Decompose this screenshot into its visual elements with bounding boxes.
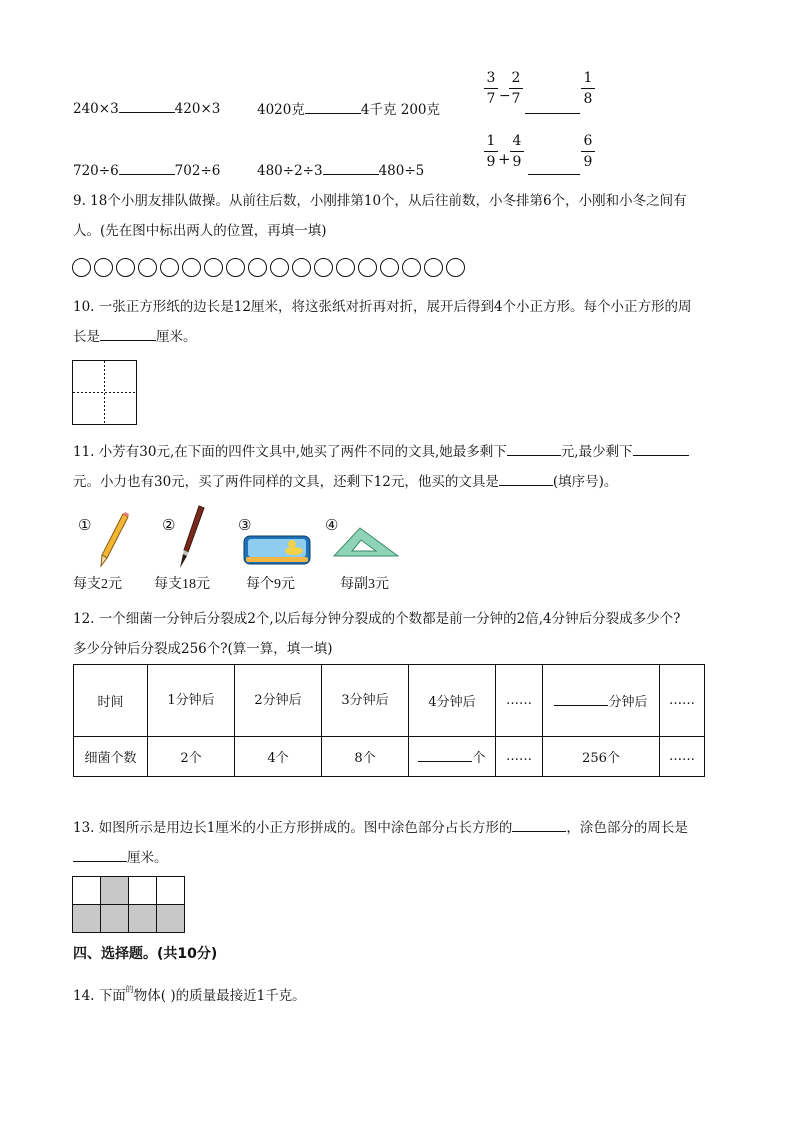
table-cell: 1分钟后 bbox=[148, 665, 235, 737]
denominator: 7 bbox=[511, 91, 521, 107]
table-cell: 时间 bbox=[74, 665, 148, 737]
compare-row-1 bbox=[73, 98, 220, 117]
q11-line2-post: (填序号)。 bbox=[552, 474, 618, 490]
bacteria-table bbox=[73, 664, 705, 777]
q11-line1-pre: 11. 小芳有30元,在下面的四件文具中,她买了两件不同的文具,她最多剩下 bbox=[73, 444, 507, 460]
child-circle[interactable] bbox=[72, 258, 91, 277]
child-circle[interactable] bbox=[336, 258, 355, 277]
table-cell: 4分钟后 bbox=[409, 665, 496, 737]
table-row bbox=[74, 737, 705, 777]
q13-pre: 13. 如图所示是用边长1厘米的小正方形拼成的。图中涂色部分占长方形的 bbox=[73, 820, 513, 836]
numerator: 4 bbox=[512, 133, 522, 149]
q14-post: 物体( )的质量最接近1千克。 bbox=[133, 988, 306, 1004]
answer-blank[interactable] bbox=[528, 160, 580, 175]
answer-blank[interactable] bbox=[119, 160, 175, 175]
child-circle[interactable] bbox=[314, 258, 333, 277]
child-circle[interactable] bbox=[226, 258, 245, 277]
item-number: ① bbox=[78, 516, 92, 534]
compare-row-2 bbox=[73, 160, 220, 179]
table-cell: …… bbox=[496, 665, 543, 737]
table-cell: 3分钟后 bbox=[322, 665, 409, 737]
brush-icon bbox=[175, 504, 207, 570]
shaded-grid-figure bbox=[72, 876, 186, 934]
q9-line-2: 人。(先在图中标出两人的位置，再填一填) bbox=[73, 223, 327, 239]
q13-post: ，涂色部分的周长是 bbox=[566, 820, 688, 836]
answer-blank[interactable] bbox=[507, 441, 561, 456]
denominator: 9 bbox=[512, 154, 522, 170]
table-cell: 2个 bbox=[148, 737, 235, 777]
fraction bbox=[484, 133, 498, 170]
numerator: 1 bbox=[486, 133, 496, 149]
pencil-case-icon bbox=[242, 530, 312, 568]
child-circle[interactable] bbox=[292, 258, 311, 277]
question-9 bbox=[73, 186, 728, 246]
item-price: 每支18元 bbox=[154, 577, 210, 592]
child-circle[interactable] bbox=[204, 258, 223, 277]
fraction bbox=[581, 133, 595, 170]
table-cell: 8个 bbox=[322, 737, 409, 777]
fraction bbox=[581, 70, 595, 107]
count-suffix: 个 bbox=[472, 751, 486, 766]
answer-blank[interactable] bbox=[305, 99, 361, 114]
child-circle[interactable] bbox=[248, 258, 267, 277]
child-circle[interactable] bbox=[358, 258, 377, 277]
operator: − bbox=[499, 88, 511, 104]
q11-line1-mid: 元,最少剩下 bbox=[560, 444, 633, 460]
fraction bbox=[510, 133, 524, 170]
child-circle[interactable] bbox=[270, 258, 289, 277]
table-cell: …… bbox=[496, 737, 543, 777]
numerator: 3 bbox=[486, 70, 496, 86]
denominator: 9 bbox=[486, 154, 496, 170]
question-12 bbox=[73, 604, 728, 664]
answer-blank[interactable] bbox=[499, 471, 553, 486]
child-circle[interactable] bbox=[116, 258, 135, 277]
q11-line-1 bbox=[73, 437, 728, 467]
table-cell: 4个 bbox=[235, 737, 322, 777]
compare-left-1: 240×3 bbox=[73, 101, 119, 117]
compare-right-1: 420×3 bbox=[174, 101, 221, 117]
numerator: 6 bbox=[583, 133, 593, 149]
table-cell: 2分钟后 bbox=[235, 665, 322, 737]
child-circle[interactable] bbox=[94, 258, 113, 277]
item-price: 每支2元 bbox=[73, 577, 122, 592]
child-circle[interactable] bbox=[402, 258, 421, 277]
q10-line-2 bbox=[73, 322, 728, 352]
pencil-icon bbox=[95, 512, 131, 568]
q10-line-1: 10. 一张正方形纸的边长是12厘米，将这张纸对折再对折，展开后得到4个小正方形。每个小正方形的周 bbox=[73, 299, 692, 315]
question-11 bbox=[73, 437, 728, 497]
child-circle[interactable] bbox=[380, 258, 399, 277]
fraction bbox=[484, 70, 498, 107]
item-price: 每个9元 bbox=[246, 577, 295, 592]
minutes-suffix: 分钟后 bbox=[608, 695, 648, 710]
q13-suffix: 厘米。 bbox=[127, 850, 168, 866]
child-circle[interactable] bbox=[446, 258, 465, 277]
q11-line2-pre: 元。小力也有30元，买了两件同样的文具，还剩下12元，他买的文具是 bbox=[73, 474, 499, 490]
item-number: ② bbox=[162, 516, 176, 534]
q11-line-2 bbox=[73, 467, 728, 497]
answer-blank[interactable] bbox=[512, 817, 566, 832]
compare-right-2: 4千克 200克 bbox=[360, 102, 441, 118]
compare-right-4: 480÷5 bbox=[378, 163, 425, 179]
table-cell: …… bbox=[660, 665, 705, 737]
operator: + bbox=[498, 150, 511, 168]
item-price: 每副3元 bbox=[340, 577, 389, 592]
child-circle[interactable] bbox=[182, 258, 201, 277]
table-cell: 细菌个数 bbox=[74, 737, 148, 777]
answer-blank[interactable] bbox=[100, 326, 156, 341]
fraction bbox=[509, 70, 523, 107]
numerator: 2 bbox=[511, 70, 521, 86]
q14-pre: 14. 下面 bbox=[73, 988, 126, 1004]
question-14 bbox=[73, 984, 306, 1004]
answer-blank[interactable] bbox=[119, 98, 175, 113]
denominator: 7 bbox=[486, 91, 496, 107]
table-header-row bbox=[74, 665, 705, 737]
table-cell bbox=[409, 737, 496, 777]
compare-right-3: 702÷6 bbox=[174, 163, 221, 179]
compare-left-3: 720÷6 bbox=[73, 163, 119, 179]
q10-suffix: 厘米。 bbox=[156, 329, 197, 345]
item-number: ④ bbox=[325, 516, 339, 534]
child-circle[interactable] bbox=[160, 258, 179, 277]
q10-prefix: 长是 bbox=[73, 329, 100, 345]
q14-small: 的 bbox=[125, 985, 134, 994]
compare-row-1b bbox=[257, 98, 440, 118]
q12-line-2: 多少分钟后分裂成256个?(算一算，填一填) bbox=[73, 641, 333, 657]
question-13 bbox=[73, 813, 728, 873]
set-square-icon bbox=[330, 526, 402, 560]
section-title: 四、选择题。(共10分) bbox=[73, 946, 218, 962]
answer-blank[interactable] bbox=[633, 441, 689, 456]
q9-line-1: 9. 18个小朋友排队做操。从前往后数，小刚排第10个，从后往前数，小冬排第6个，小刚和小冬之间有 bbox=[73, 193, 687, 209]
denominator: 8 bbox=[583, 91, 593, 107]
table-cell: …… bbox=[660, 737, 705, 777]
compare-left-4: 480÷2÷3 bbox=[257, 163, 323, 179]
table-cell bbox=[543, 665, 660, 737]
answer-blank[interactable] bbox=[525, 99, 580, 114]
answer-blank[interactable] bbox=[418, 747, 472, 762]
answer-blank[interactable] bbox=[73, 847, 127, 862]
compare-row-2b bbox=[257, 160, 424, 179]
question-10 bbox=[73, 292, 728, 352]
q13-line-2 bbox=[73, 843, 728, 873]
answer-blank[interactable] bbox=[554, 691, 608, 706]
item-number: ③ bbox=[238, 516, 252, 534]
folded-square-figure bbox=[72, 360, 138, 426]
children-circles bbox=[72, 258, 465, 277]
numerator: 1 bbox=[583, 70, 593, 86]
q12-line-1: 12. 一个细菌一分钟后分裂成2个,以后每分钟分裂成的个数都是前一分钟的2倍,4分钟后分裂成多少个? bbox=[73, 611, 681, 627]
compare-left-2: 4020克 bbox=[257, 102, 305, 118]
child-circle[interactable] bbox=[138, 258, 157, 277]
denominator: 9 bbox=[583, 154, 593, 170]
answer-blank[interactable] bbox=[323, 160, 379, 175]
table-cell: 256个 bbox=[543, 737, 660, 777]
q13-line-1 bbox=[73, 813, 728, 843]
child-circle[interactable] bbox=[424, 258, 443, 277]
